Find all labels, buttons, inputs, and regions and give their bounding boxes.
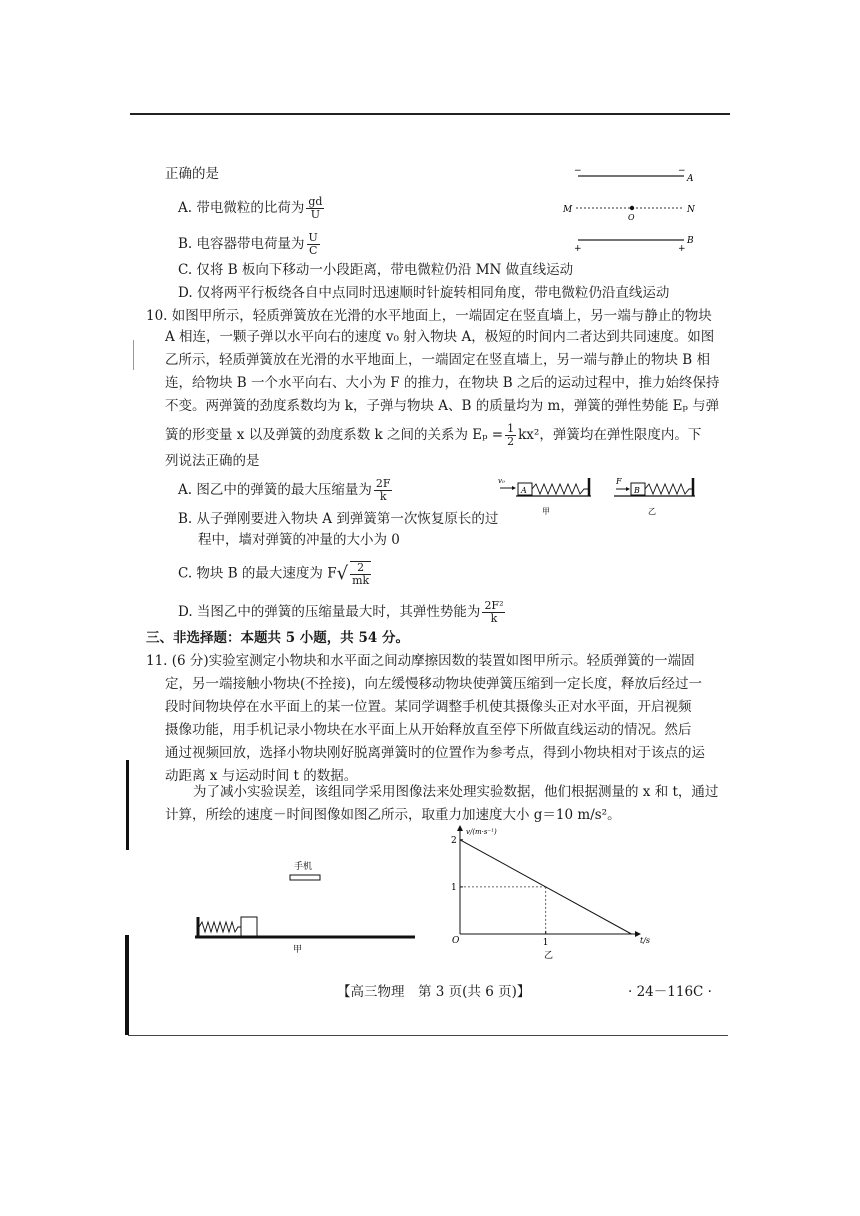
option-text: D. 当图乙中的弹簧的压缩量最大时，其弹性势能为: [178, 604, 481, 620]
q10-line: 连，给物块 B 一个水平向右、大小为 F 的推力，在物块 B 之后的运动过程中，推力始终保持: [165, 375, 720, 391]
label-m: M: [563, 205, 573, 215]
scan-edge-mark: [125, 935, 129, 1035]
q9-option-b: [178, 232, 322, 257]
q11-line: 动距离 x 与运动时间 t 的数据。: [165, 768, 358, 784]
bottom-border-line: [128, 1035, 728, 1036]
fraction: $\frac{2}{mk}$: [352, 561, 370, 587]
label-b: B: [634, 486, 640, 495]
label-n: N: [687, 205, 695, 215]
v0-label: v₀: [498, 477, 505, 485]
caption-yi: 乙: [648, 507, 656, 516]
top-border-line: [130, 113, 730, 115]
q11-line: 通过视频回放，选择小物块刚好脱离弹簧时的位置作为参考点，得到小物块相对于该点的运: [165, 745, 705, 761]
y-axis-label: v/(m·s⁻¹): [466, 828, 497, 836]
line-text: 簧的形变量 x 以及弹簧的劲度系数 k 之间的关系为 Eₚ =: [165, 427, 504, 443]
q10-option-b: B. 从子弹刚要进入物块 A 到弹簧第一次恢复原长的过: [178, 511, 499, 527]
block: [241, 917, 257, 937]
sqrt-sign: √: [336, 563, 349, 584]
caption-jia: 甲: [293, 945, 303, 955]
q11-line: 为了减小实验误差，该组同学采用图像法来处理实验数据，他们根据测量的 x 和 t，通过: [193, 784, 719, 800]
minus-sign: −: [574, 166, 582, 176]
fraction: $\frac{U}{C}$: [308, 231, 318, 257]
x-axis-label: t/s: [640, 936, 651, 945]
f-label: F: [616, 477, 622, 486]
spring: [532, 484, 588, 494]
option-text: A. 图乙中的弹簧的最大压缩量为: [178, 482, 372, 498]
q10-option-d: [178, 600, 507, 625]
q11-line: 11. (6 分)实验室测定小物块和水平面之间动摩擦因数的装置如图甲所示。轻质弹簧的一端固: [146, 653, 695, 669]
origin-label: O: [452, 936, 460, 946]
option-text: C. 物块 B 的最大速度为 F: [178, 565, 337, 582]
q10-line: [165, 423, 701, 448]
scan-edge-mark: [133, 340, 134, 370]
experiment-figure: [190, 855, 430, 955]
line-text: kx²，弹簧均在弹性限度内。下: [518, 427, 702, 443]
x-tick-label: 1: [542, 938, 549, 948]
q10-option-a: [178, 478, 394, 503]
fraction: $\frac{1}{2}$: [507, 422, 515, 448]
chart-marks: [451, 836, 631, 948]
q11-line: 定，另一端接触小物块(不拴接)，向左缓慢移动物块使弹簧压缩到一定长度，释放后经过一: [165, 676, 703, 692]
q10-line: 列说法正确的是: [165, 453, 260, 469]
arrow-head: [512, 486, 516, 490]
option-text: A. 带电微粒的比荷为: [178, 200, 305, 216]
q10-line: 10. 如图甲所示，轻质弹簧放在光滑的水平地面上，一端固定在竖直墙上，另一端与静止的物块: [146, 308, 712, 324]
q10-line: 乙所示，轻质弹簧放在光滑的水平地面上，一端固定在竖直墙上，另一端与静止的物块 B 相: [165, 352, 711, 368]
phone-label: 手机: [294, 862, 313, 872]
y-tick-label: 1: [451, 882, 457, 893]
q10-option-c: [178, 561, 373, 587]
q11-line: 计算，所绘的速度－时间图像如图乙所示，取重力加速度大小 g＝10 m/s²。: [165, 807, 621, 823]
spring-figures: [496, 474, 702, 522]
arrow-head: [626, 487, 630, 491]
q9-option-c: C. 仅将 B 板向下移动一小段距离，带电微粒仍沿 MN 做直线运动: [178, 262, 574, 278]
q11-line: 段时间物块停在水平面上的某一位置。某同学调整手机使其摄像头正对水平面，开启视频: [165, 699, 692, 715]
label-b: B: [687, 236, 694, 246]
q11-line: 摄像功能，用手机记录小物块在水平面上从开始释放直至停下所做直线运动的情况。然后: [165, 722, 692, 738]
fraction: $\frac{2F}{k}$: [375, 477, 391, 503]
q9-option-d: D. 仅将两平行板绕各自中点同时迅速顺时针旋转相同角度，带电微粒仍沿直线运动: [178, 285, 670, 301]
q10-line: A 相连，一颗子弹以水平向右的速度 v₀ 射入物块 A，极短的时间内二者达到共同速度。如图: [165, 329, 715, 345]
plus-sign: +: [574, 244, 582, 252]
option-text: B. 电容器带电荷量为: [178, 236, 305, 252]
phone-icon: [290, 875, 320, 880]
minus-sign: −: [678, 166, 686, 176]
fraction: $\frac{gd}{U}$: [308, 195, 323, 221]
spring: [645, 484, 692, 494]
scan-edge-mark: [126, 760, 129, 850]
label-a: A: [687, 174, 694, 184]
caption-jia: 甲: [542, 507, 550, 516]
footer-page-info: 【高三物理 第 3 页(共 6 页)】: [337, 984, 531, 1000]
chart-caption: 乙: [544, 951, 554, 961]
label-o: O: [628, 213, 635, 222]
section-title: 三、非选择题：本题共 5 小题，共 54 分。: [146, 630, 409, 646]
vt-chart: [440, 822, 660, 962]
plus-sign: +: [678, 244, 686, 252]
label-a: A: [521, 486, 527, 495]
y-tick-label: 2: [451, 835, 457, 846]
footer-code: · 24－116C ·: [628, 984, 712, 1000]
q10-line: 不变。两弹簧的劲度系数均为 k，子弹与物块 A、B 的质量均为 m，弹簧的弹性势能 Eₚ 与弹: [165, 398, 720, 414]
spring: [199, 922, 241, 932]
q9-lead: 正确的是: [165, 166, 219, 182]
charged-particle: [630, 206, 634, 210]
capacitor-figure: [560, 160, 710, 252]
q9-option-a: [178, 196, 326, 221]
q10-option-b-cont: 程中，墙对弹簧的冲量的大小为 0: [198, 532, 400, 548]
fraction: $\frac{\text{2F²}}{k}$: [484, 599, 504, 625]
